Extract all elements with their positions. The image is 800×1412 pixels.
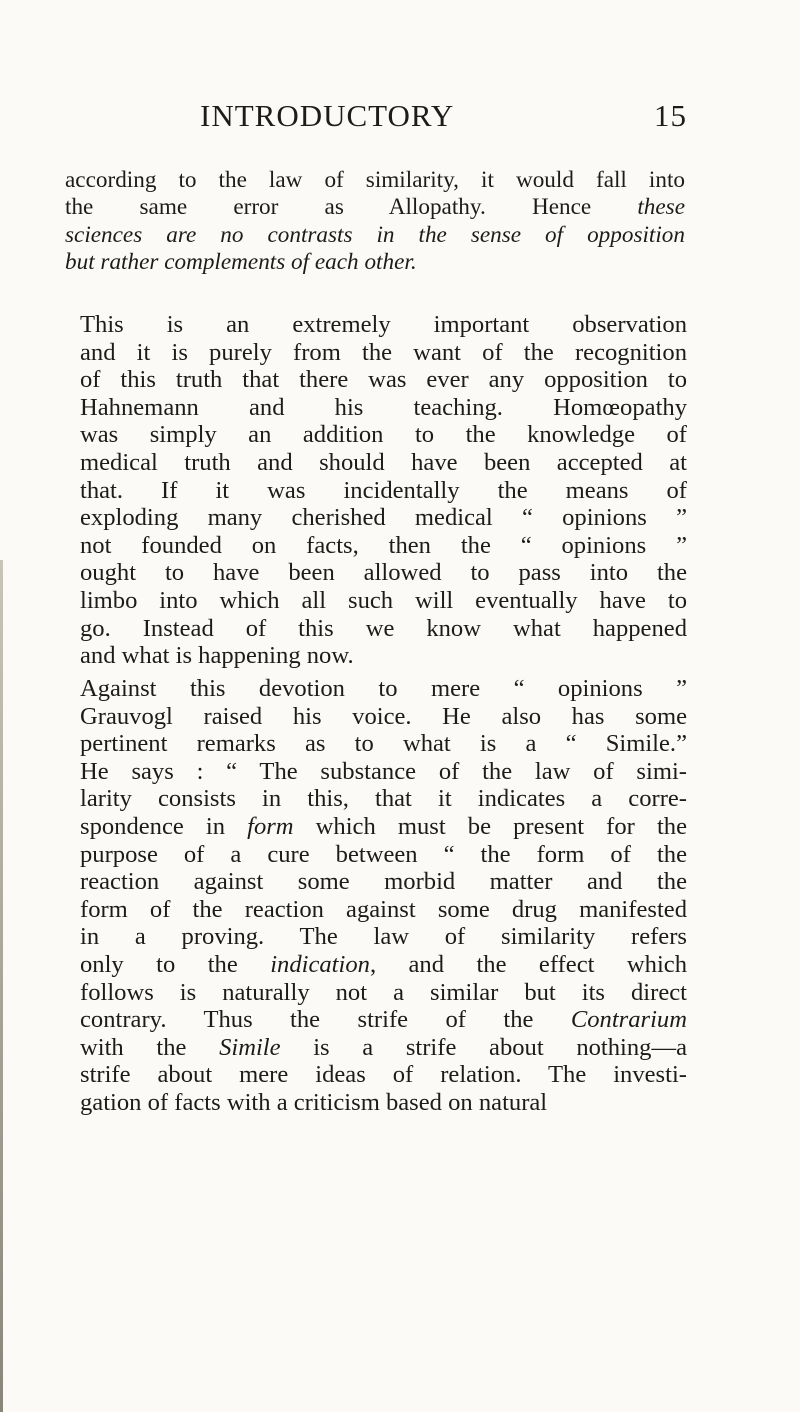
text-line: [80, 587, 687, 615]
text-run: spondence in: [80, 812, 248, 840]
text-run: go. Instead of this we know what happened: [80, 614, 687, 642]
text-line: [80, 923, 687, 951]
page-number: 15: [654, 98, 687, 133]
text-run: which must be present for the: [293, 812, 687, 840]
text-line: [80, 951, 687, 979]
text-run: was simply an addition to the knowledge of: [80, 421, 687, 449]
text-run: is a strife about nothing—a: [280, 1033, 687, 1061]
text-line: [80, 785, 687, 813]
italic-text: Simile: [219, 1033, 281, 1061]
text-line: [80, 841, 687, 869]
text-run: purpose of a cure between “ the form of the: [80, 840, 687, 868]
text-run: gation of facts with a criticism based on natural: [80, 1088, 548, 1116]
text-line: [65, 194, 685, 221]
text-line: [80, 1006, 687, 1034]
text-run: medical truth and should have been accepted at: [80, 448, 687, 476]
text-run: and what is happening now.: [80, 642, 354, 670]
text-run: pertinent remarks as to what is a “ Simile.”: [80, 730, 687, 758]
text-line: [80, 730, 687, 758]
text-line: [80, 758, 687, 786]
text-line: [80, 615, 687, 643]
text-line: [80, 896, 687, 924]
text-line: [80, 1089, 687, 1117]
text-line: [80, 339, 687, 367]
text-line: [80, 366, 687, 394]
text-line: [80, 868, 687, 896]
text-line: [80, 642, 687, 670]
text-run: in a proving. The law of similarity refers: [80, 923, 687, 951]
text-run: of this truth that there was ever any opposition to: [80, 366, 687, 394]
text-run: according to the law of similarity, it would fall into: [65, 167, 685, 193]
italic-text: these: [637, 194, 685, 221]
text-run: He says : “ The substance of the law of simi-: [80, 757, 687, 785]
text-line: [80, 394, 687, 422]
italic-text: but rather complements of each other.: [65, 248, 417, 275]
italic-text: form: [247, 812, 294, 840]
paragraph-continuation: [65, 167, 685, 276]
text-run: the same error as Allopathy. Hence: [65, 194, 638, 221]
text-line: [65, 167, 685, 194]
text-run: reaction against some morbid matter and the: [80, 868, 687, 896]
text-line: [80, 675, 687, 703]
italic-text: Contrarium: [570, 1006, 687, 1034]
text-run: Grauvogl raised his voice. He also has some: [80, 702, 687, 730]
text-line: [80, 504, 687, 532]
text-run: ought to have been allowed to pass into the: [80, 559, 687, 587]
text-line: [80, 813, 687, 841]
text-run: not founded on facts, then the “ opinions ”: [80, 531, 687, 559]
binding-edge: [0, 560, 3, 1412]
running-head-title: INTRODUCTORY: [200, 98, 455, 133]
italic-text: sciences are no contrasts in the sense of opposition: [65, 221, 685, 248]
text-run: form of the reaction against some drug manifested: [80, 895, 687, 923]
text-line: [80, 1061, 687, 1089]
text-run: strife about mere ideas of relation. The investi-: [80, 1061, 687, 1089]
italic-text: indication: [270, 950, 370, 978]
text-run: larity consists in this, that it indicates a corre-: [80, 785, 687, 813]
text-run: with the: [80, 1033, 220, 1061]
text-line: [80, 1034, 687, 1062]
text-line: [80, 703, 687, 731]
text-run: that. If it was incidentally the means of: [80, 476, 687, 504]
text-line: [80, 421, 687, 449]
text-run: Hahnemann and his teaching. Homœopathy: [80, 393, 687, 421]
text-line: [80, 979, 687, 1007]
text-line: [80, 532, 687, 560]
text-run: This is an extremely important observation: [80, 311, 687, 338]
text-run: exploding many cherished medical “ opinions ”: [80, 504, 687, 532]
text-run: and it is purely from the want of the recognition: [80, 338, 687, 366]
text-run: contrary. Thus the strife of the: [80, 1006, 571, 1034]
text-run: only to the: [80, 950, 271, 978]
text-line: [80, 477, 687, 505]
text-run: Against this devotion to mere “ opinions ”: [80, 675, 687, 702]
text-line: [80, 449, 687, 477]
text-line: [80, 559, 687, 587]
text-run: , and the effect which: [369, 950, 687, 978]
text-line: [80, 311, 687, 339]
text-line: [65, 222, 685, 249]
paragraph-grauvogl: [80, 675, 687, 1117]
text-run: limbo into which all such will eventually have to: [80, 586, 687, 614]
text-run: follows is naturally not a similar but its direct: [80, 978, 687, 1006]
text-line: [65, 249, 685, 276]
paragraph-observation: [80, 311, 687, 670]
